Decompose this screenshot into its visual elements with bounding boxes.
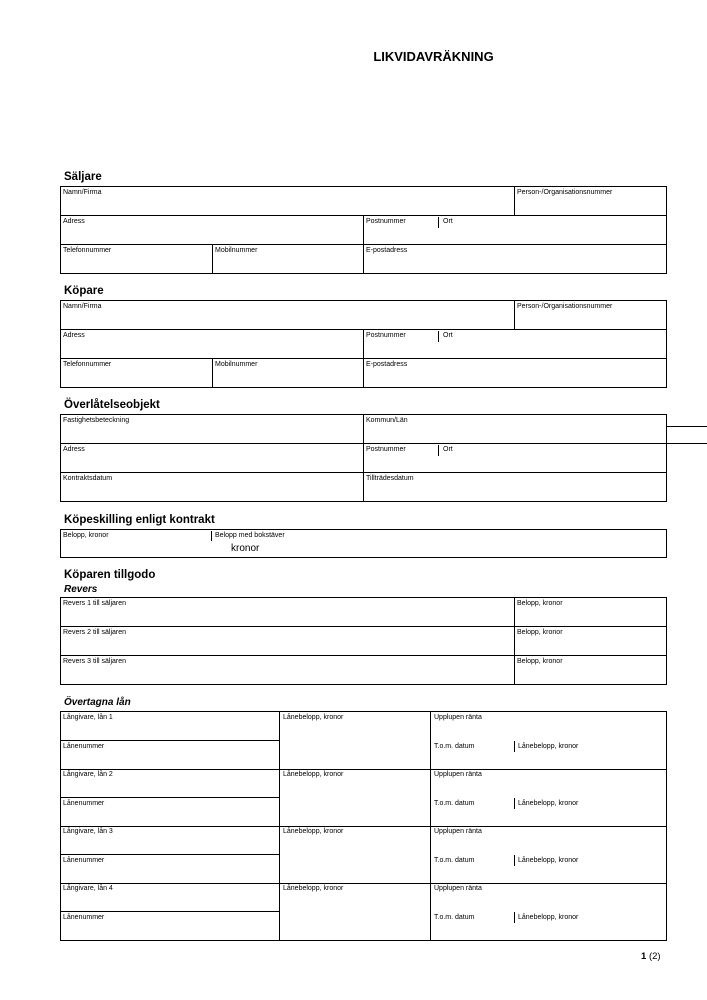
page-title: LIKVIDAVRÄKNING (373, 49, 494, 64)
loan-2-amount-field[interactable]: Lånebelopp, kronor (283, 771, 344, 778)
buyer-form (60, 300, 667, 388)
access-date-field[interactable]: Tillträdesdatum (366, 475, 414, 482)
loan-3-amount-field[interactable]: Lånebelopp, kronor (283, 828, 344, 835)
revers-1-amount-field[interactable]: Belopp, kronor (517, 600, 563, 607)
municipality-field[interactable]: Kommun/Län (366, 417, 408, 424)
loan-4-amount2-field[interactable]: Lånebelopp, kronor (518, 914, 579, 921)
loan-4-number-field[interactable]: Lånenummer (63, 914, 105, 921)
buyer-phone-field[interactable]: Telefonnummer (63, 361, 112, 368)
loan-1-amount2-field[interactable]: Lånebelopp, kronor (518, 743, 579, 750)
loan-2-interest-field[interactable]: Upplupen ränta (434, 771, 482, 778)
seller-orgnr-field[interactable]: Person-/Organisationsnummer (517, 189, 613, 196)
buyer-postnr-field[interactable]: Postnummer (366, 332, 406, 339)
page-number (641, 951, 661, 962)
object-postnr-field[interactable]: Postnummer (366, 446, 406, 453)
revers-heading: Revers (64, 584, 98, 595)
price-words-field[interactable]: Belopp med bokstäver (215, 532, 285, 539)
revers-3-amount-field[interactable]: Belopp, kronor (517, 658, 563, 665)
loan-3-number-field[interactable]: Lånenummer (63, 857, 105, 864)
loan-4-interest-field[interactable]: Upplupen ränta (434, 885, 482, 892)
buyer-email-field[interactable]: E-postadress (366, 361, 408, 368)
seller-city-field[interactable]: Ort (443, 218, 453, 225)
loan-4-amount-field[interactable]: Lånebelopp, kronor (283, 885, 344, 892)
price-currency: kronor (231, 543, 260, 554)
loan-4-date-field[interactable]: T.o.m. datum (434, 914, 475, 921)
buyer-mobile-field[interactable]: Mobilnummer (215, 361, 258, 368)
object-heading: Överlåtelseobjekt (64, 399, 160, 411)
buyer-name-field[interactable]: Namn/Firma (63, 303, 102, 310)
loan-4-lender-field[interactable]: Långivare, lån 4 (63, 885, 113, 892)
loans-heading: Övertagna lån (64, 697, 131, 708)
page-total: (2) (648, 951, 661, 962)
loans-form (60, 711, 667, 941)
loan-1-number-field[interactable]: Lånenummer (63, 743, 105, 750)
price-form (60, 529, 667, 558)
seller-email-field[interactable]: E-postadress (366, 247, 408, 254)
price-heading: Köpeskilling enligt kontrakt (64, 514, 215, 526)
loan-3-lender-field[interactable]: Långivare, lån 3 (63, 828, 113, 835)
buyer-heading: Köpare (64, 285, 104, 297)
buyer-orgnr-field[interactable]: Person-/Organisationsnummer (517, 303, 613, 310)
revers-1-field[interactable]: Revers 1 till säljaren (63, 600, 127, 607)
margin-line (667, 443, 707, 444)
revers-2-amount-field[interactable]: Belopp, kronor (517, 629, 563, 636)
revers-3-field[interactable]: Revers 3 till säljaren (63, 658, 127, 665)
price-amount-field[interactable]: Belopp, kronor (63, 532, 109, 539)
loan-2-lender-field[interactable]: Långivare, lån 2 (63, 771, 113, 778)
seller-address-field[interactable]: Adress (63, 218, 85, 225)
object-address-field[interactable]: Adress (63, 446, 85, 453)
seller-phone-field[interactable]: Telefonnummer (63, 247, 112, 254)
margin-line (667, 426, 707, 427)
loan-2-amount2-field[interactable]: Lånebelopp, kronor (518, 800, 579, 807)
seller-postnr-field[interactable]: Postnummer (366, 218, 406, 225)
loan-2-date-field[interactable]: T.o.m. datum (434, 800, 475, 807)
loan-3-interest-field[interactable]: Upplupen ränta (434, 828, 482, 835)
seller-heading: Säljare (64, 171, 102, 183)
loan-3-date-field[interactable]: T.o.m. datum (434, 857, 475, 864)
buyer-city-field[interactable]: Ort (443, 332, 453, 339)
credit-heading: Köparen tillgodo (64, 569, 156, 581)
revers-form (60, 597, 667, 685)
seller-name-field[interactable]: Namn/Firma (63, 189, 102, 196)
page-current: 1 (641, 951, 647, 962)
object-form (60, 414, 667, 502)
loan-1-amount-field[interactable]: Lånebelopp, kronor (283, 714, 344, 721)
object-city-field[interactable]: Ort (443, 446, 453, 453)
loan-1-interest-field[interactable]: Upplupen ränta (434, 714, 482, 721)
revers-2-field[interactable]: Revers 2 till säljaren (63, 629, 127, 636)
loan-1-lender-field[interactable]: Långivare, lån 1 (63, 714, 113, 721)
loan-1-date-field[interactable]: T.o.m. datum (434, 743, 475, 750)
seller-mobile-field[interactable]: Mobilnummer (215, 247, 258, 254)
property-field[interactable]: Fastighetsbeteckning (63, 417, 130, 424)
loan-2-number-field[interactable]: Lånenummer (63, 800, 105, 807)
contract-date-field[interactable]: Kontraktsdatum (63, 475, 113, 482)
seller-form (60, 186, 667, 274)
loan-3-amount2-field[interactable]: Lånebelopp, kronor (518, 857, 579, 864)
buyer-address-field[interactable]: Adress (63, 332, 85, 339)
